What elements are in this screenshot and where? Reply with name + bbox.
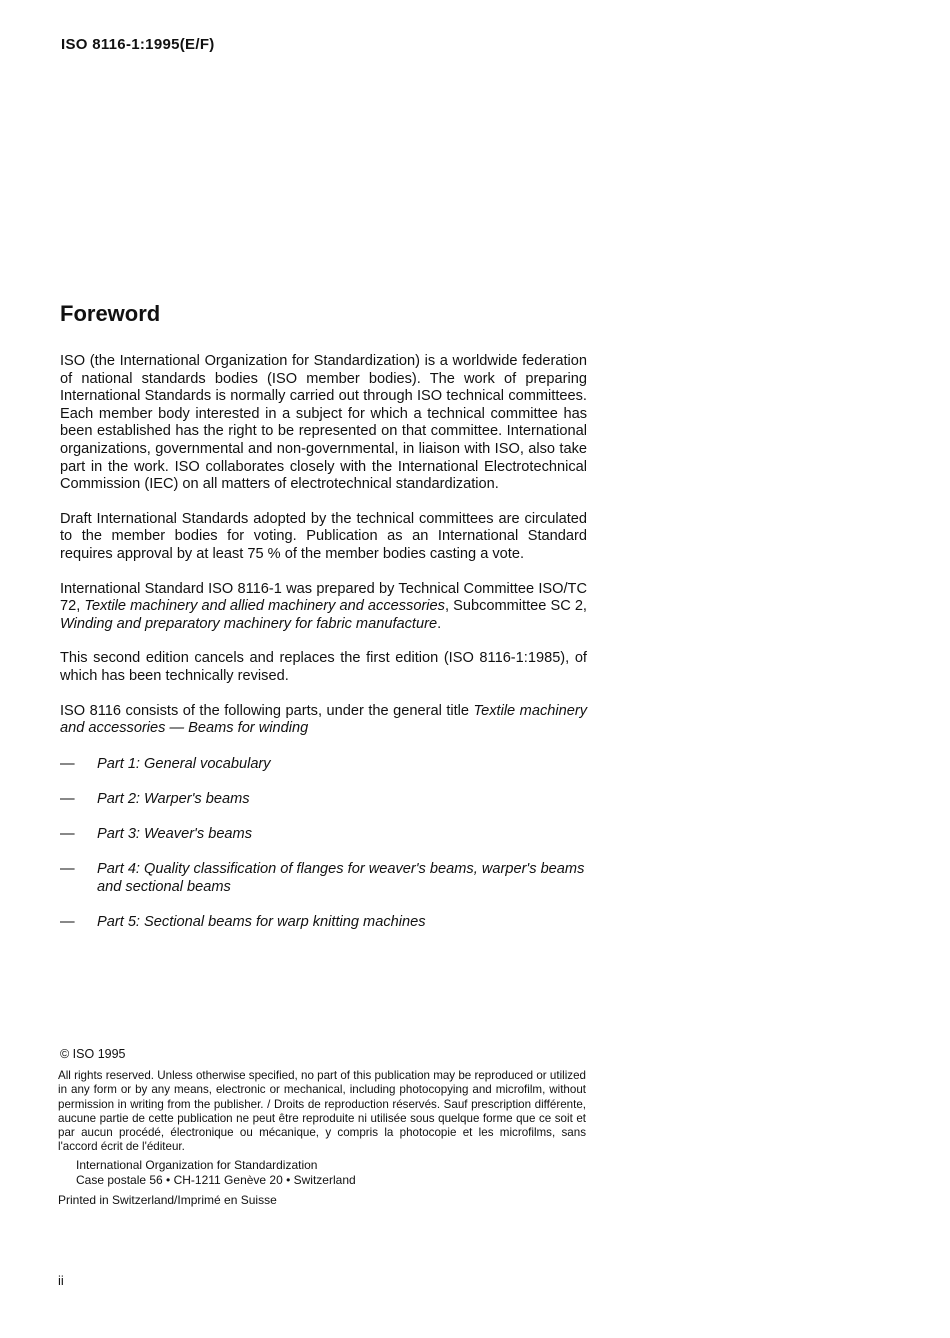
list-item <box>60 861 587 896</box>
foreword-body <box>60 353 587 949</box>
paragraph-prepared-by <box>60 581 587 634</box>
prepared-by-text-3: . <box>437 615 442 632</box>
paragraph-edition: This second edition cancels and replaces the first edition (ISO 8116-1:1985), of which has been technically revised. <box>60 650 587 684</box>
list-item <box>60 914 587 932</box>
dash-bullet: — <box>60 755 75 772</box>
list-item <box>60 756 587 774</box>
part-title: Part 3: Weaver's beams <box>97 825 253 842</box>
copyright-notice: © ISO 1995 <box>60 1047 126 1061</box>
rights-statement: All rights reserved. Unless otherwise specified, no part of this publication may be reproduced or utilized in any form or by any means, electronic or mechanical, including photocopying and microfilm, without permission in writing from the publisher. / Droits de reproduction réservés. Sauf prescription différente, aucune partie de cette publication ne peut être reproduite ni utilisée sous quelque forme que ce soit et par aucun procédé, électronique ou mécanique, y compris la photocopie et les microfilms, sans l'accord écrit de l'éditeur. <box>58 1069 586 1154</box>
prepared-by-text-2: , Subcommittee SC 2, <box>444 598 587 615</box>
list-item <box>60 826 587 844</box>
committee-title: Textile machinery and allied machinery and accessories <box>84 598 445 615</box>
printed-in: Printed in Switzerland/Imprimé en Suisse <box>58 1193 277 1208</box>
page-number: ii <box>58 1273 64 1288</box>
paragraph-draft-standards: Draft International Standards adopted by the technical committees are circulated to the member bodies for voting. Publication as an International Standard requires approval by at least 75 % of the member bodies casting a vote. <box>60 510 587 562</box>
part-title: Part 1: General vocabulary <box>97 755 271 772</box>
dash-bullet: — <box>60 825 75 842</box>
parts-list <box>60 756 587 932</box>
paragraph-parts-intro <box>60 703 587 738</box>
list-item <box>60 791 587 809</box>
subcommittee-title: Winding and preparatory machinery for fabric manufacture <box>60 615 438 632</box>
page-title: Foreword <box>60 301 161 326</box>
copyright-footer <box>58 1047 586 1208</box>
part-title: Part 4: Quality classification of flanges for weaver's beams, warper's beams and sectional beams <box>97 860 585 895</box>
publisher-postal-address: Case postale 56 • CH-1211 Genève 20 • Switzerland <box>76 1173 356 1188</box>
dash-bullet: — <box>60 860 75 877</box>
dash-bullet: — <box>60 913 75 930</box>
part-title: Part 2: Warper's beams <box>97 790 250 807</box>
dash-bullet: — <box>60 790 75 807</box>
part-title: Part 5: Sectional beams for warp knitting machines <box>97 913 426 930</box>
paragraph-iso-intro: ISO (the International Organization for Standardization) is a worldwide federation of national standards bodies (ISO member bodies). The work of preparing International Standards is normally carried out through ISO technical committees. Each member body interested in a subject for which a technical committee has been established has the right to be represented on that committee. International organizations, governmental and non-governmental, in liaison with ISO, also take part in the work. ISO collaborates closely with the International Electrotechnical Commission (IEC) on all matters of electrotechnical standardization. <box>60 353 587 493</box>
document-identifier: ISO 8116-1:1995(E/F) <box>61 36 215 53</box>
publisher-address <box>76 1158 586 1188</box>
general-title: Textile machinery and accessories — Beams for winding <box>60 702 587 737</box>
prepared-by-text-1: International Standard ISO 8116-1 was prepared by Technical Committee ISO/TC 72, <box>60 580 587 615</box>
parts-intro-text: ISO 8116 consists of the following parts, under the general title <box>60 702 474 719</box>
publisher-name: International Organization for Standardization <box>76 1158 318 1173</box>
